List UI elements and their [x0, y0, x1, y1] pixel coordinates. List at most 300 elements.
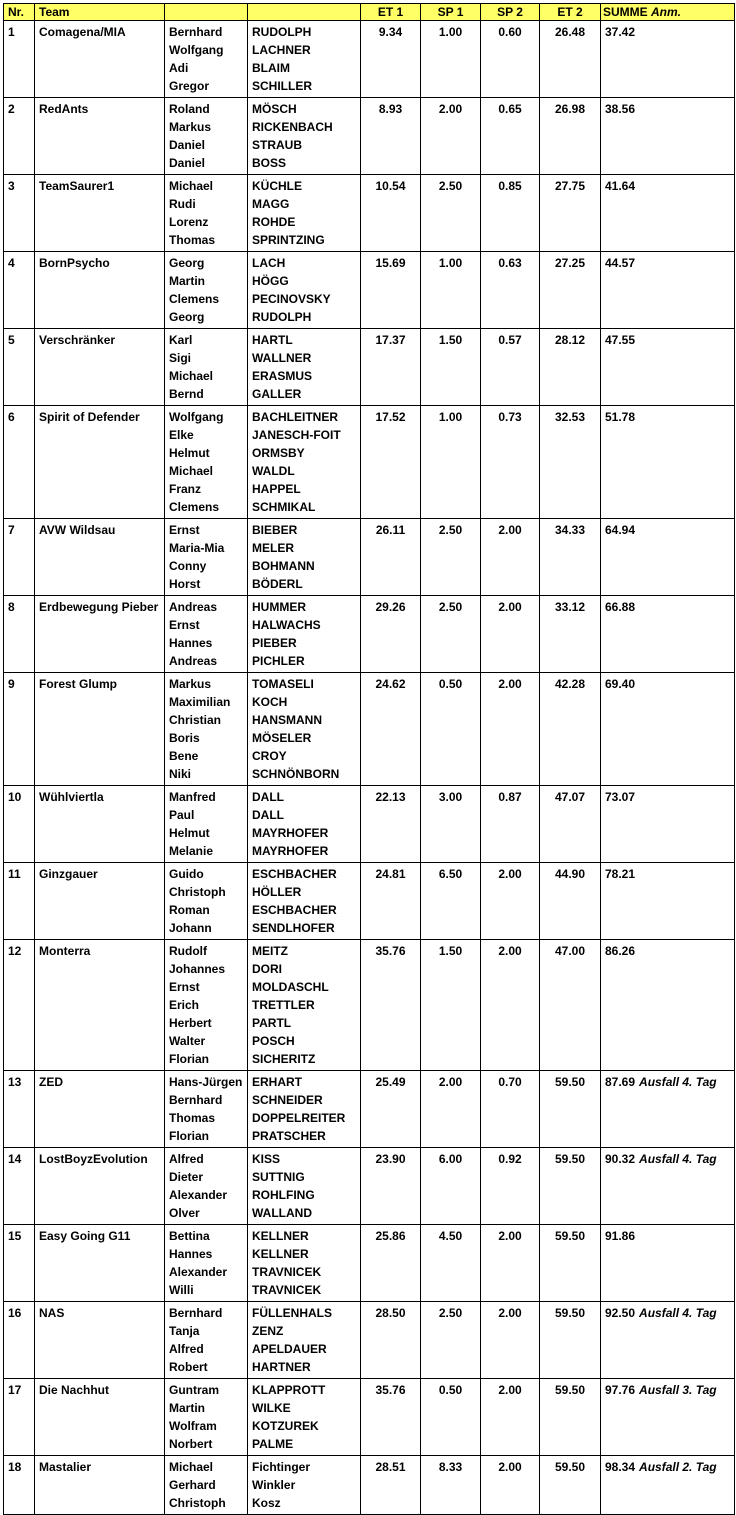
- member-last-name: ORMSBY: [252, 446, 305, 460]
- member-first-name: Daniel: [169, 156, 206, 170]
- member-last-name: Winkler: [252, 1478, 296, 1492]
- member-first-name: Johannes: [169, 962, 226, 976]
- summe-cell: [601, 1302, 735, 1379]
- member-last-name: BIEBER: [252, 523, 298, 537]
- member-first-name: Willi: [169, 1283, 194, 1297]
- et1-cell: 23.90: [361, 1148, 421, 1225]
- et2-cell: 27.75: [540, 175, 601, 252]
- sp2-cell: 2.00: [481, 1225, 540, 1302]
- member-first-name: Ernst: [169, 980, 200, 994]
- member-last-name: HÖGG: [252, 274, 289, 288]
- member-first-name: Niki: [169, 767, 192, 781]
- member-last-name: MAYRHOFER: [252, 844, 329, 858]
- rank-cell: 17: [4, 1379, 35, 1456]
- summe-value: 78.21: [605, 867, 636, 881]
- member-last-name: HALWACHS: [252, 618, 321, 632]
- table-row: [4, 98, 735, 175]
- summe-value: 51.78: [605, 410, 636, 424]
- member-first-name: Helmut: [169, 446, 210, 460]
- member-last-name: CROY: [252, 749, 287, 763]
- member-last-name: PARTL: [252, 1016, 292, 1030]
- rank-cell: 8: [4, 596, 35, 673]
- member-first-name: Elke: [169, 428, 194, 442]
- member-first-name: Roman: [169, 903, 210, 917]
- member-last-name: DALL: [252, 808, 284, 822]
- member-first-name: Alexander: [169, 1265, 228, 1279]
- first-names-cell: [165, 1148, 248, 1225]
- et1-cell: 10.54: [361, 175, 421, 252]
- last-names-cell: [248, 98, 361, 175]
- sp1-cell: 2.50: [421, 596, 481, 673]
- member-first-name: Michael: [169, 369, 214, 383]
- sp2-cell: 0.60: [481, 21, 540, 98]
- summe-cell: [601, 175, 735, 252]
- member-last-name: PICHLER: [252, 654, 305, 668]
- first-names-cell: [165, 596, 248, 673]
- member-first-name: Horst: [169, 577, 201, 591]
- sp2-cell: 2.00: [481, 863, 540, 940]
- summe-cell: [601, 863, 735, 940]
- summe-cell: [601, 329, 735, 406]
- et2-cell: 34.33: [540, 519, 601, 596]
- summe-cell: [601, 21, 735, 98]
- summe-cell: [601, 1456, 735, 1515]
- team-name-cell: LostBoyzEvolution: [35, 1148, 165, 1225]
- table-row: [4, 21, 735, 98]
- sp2-cell: 0.70: [481, 1071, 540, 1148]
- member-first-name: Thomas: [169, 233, 216, 247]
- member-first-name: Gregor: [169, 79, 210, 93]
- summe-cell: [601, 786, 735, 863]
- et1-cell: 24.81: [361, 863, 421, 940]
- member-first-name: Maximilian: [169, 695, 231, 709]
- member-last-name: RUDOLPH: [252, 310, 312, 324]
- member-last-name: SUTTNIG: [252, 1170, 305, 1184]
- header-row: [4, 4, 735, 21]
- first-names-cell: [165, 252, 248, 329]
- table-row: [4, 519, 735, 596]
- et2-cell: 47.07: [540, 786, 601, 863]
- member-last-name: BOHMANN: [252, 559, 315, 573]
- member-last-name: HARTL: [252, 333, 293, 347]
- sp1-cell: 2.00: [421, 98, 481, 175]
- table-row: [4, 1379, 735, 1456]
- first-names-cell: [165, 1071, 248, 1148]
- member-last-name: APELDAUER: [252, 1342, 327, 1356]
- team-name-cell: RedAnts: [35, 98, 165, 175]
- et1-cell: 26.11: [361, 519, 421, 596]
- first-names-cell: [165, 1456, 248, 1515]
- summe-value: 87.69: [605, 1075, 636, 1089]
- member-last-name: WALLNER: [252, 351, 312, 365]
- member-last-name: TRETTLER: [252, 998, 315, 1012]
- member-last-name: KÜCHLE: [252, 179, 302, 193]
- summe-cell: [601, 1148, 735, 1225]
- team-name-cell: Easy Going G11: [35, 1225, 165, 1302]
- member-first-name: Wolfram: [169, 1419, 217, 1433]
- member-last-name: SCHNEIDER: [252, 1093, 323, 1107]
- member-first-name: Hannes: [169, 1247, 213, 1261]
- sp1-cell: 1.50: [421, 329, 481, 406]
- member-first-name: Andreas: [169, 654, 218, 668]
- et1-cell: 17.37: [361, 329, 421, 406]
- summe-cell: [601, 406, 735, 519]
- member-last-name: KELLNER: [252, 1229, 309, 1243]
- team-name-cell: AVW Wildsau: [35, 519, 165, 596]
- header-last: [248, 4, 361, 21]
- member-last-name: SENDLHOFER: [252, 921, 335, 935]
- member-last-name: MÖSELER: [252, 731, 312, 745]
- header-sp1: SP 1: [421, 4, 481, 21]
- summe-cell: [601, 1225, 735, 1302]
- team-name-cell: Wühlviertla: [35, 786, 165, 863]
- summe-cell: [601, 519, 735, 596]
- summe-cell: [601, 98, 735, 175]
- rank-cell: 12: [4, 940, 35, 1071]
- et2-cell: 59.50: [540, 1148, 601, 1225]
- member-last-name: ESCHBACHER: [252, 867, 337, 881]
- last-names-cell: [248, 21, 361, 98]
- member-first-name: Alfred: [169, 1342, 204, 1356]
- et1-cell: 15.69: [361, 252, 421, 329]
- member-first-name: Hannes: [169, 636, 213, 650]
- sp1-cell: 2.50: [421, 1302, 481, 1379]
- team-name-cell: Mastalier: [35, 1456, 165, 1515]
- member-last-name: HARTNER: [252, 1360, 311, 1374]
- summe-value: 38.56: [605, 102, 636, 116]
- member-last-name: PRATSCHER: [252, 1129, 326, 1143]
- member-last-name: BACHLEITNER: [252, 410, 338, 424]
- et1-cell: 9.34: [361, 21, 421, 98]
- member-last-name: MEITZ: [252, 944, 288, 958]
- member-last-name: STRAUB: [252, 138, 302, 152]
- sp1-cell: 0.50: [421, 1379, 481, 1456]
- results-body: [4, 21, 735, 1515]
- header-first: [165, 4, 248, 21]
- header-summe: [601, 4, 735, 21]
- first-names-cell: [165, 175, 248, 252]
- member-last-name: WALDL: [252, 464, 295, 478]
- member-first-name: Manfred: [169, 790, 216, 804]
- member-first-name: Michael: [169, 179, 214, 193]
- member-first-name: Lorenz: [169, 215, 209, 229]
- sp2-cell: 0.57: [481, 329, 540, 406]
- summe-cell: [601, 596, 735, 673]
- summe-cell: [601, 940, 735, 1071]
- header-et1: ET 1: [361, 4, 421, 21]
- member-first-name: Christian: [169, 713, 222, 727]
- et2-cell: 27.25: [540, 252, 601, 329]
- member-last-name: KELLNER: [252, 1247, 309, 1261]
- table-row: [4, 406, 735, 519]
- member-first-name: Christoph: [169, 1496, 226, 1510]
- rank-cell: 15: [4, 1225, 35, 1302]
- summe-value: 47.55: [605, 333, 636, 347]
- team-name-cell: Spirit of Defender: [35, 406, 165, 519]
- member-first-name: Michael: [169, 1460, 214, 1474]
- sp2-cell: 2.00: [481, 519, 540, 596]
- member-last-name: MÖSCH: [252, 102, 297, 116]
- member-last-name: SICHERITZ: [252, 1052, 316, 1066]
- member-last-name: SCHNÖNBORN: [252, 767, 340, 781]
- first-names-cell: [165, 406, 248, 519]
- member-first-name: Rudi: [169, 197, 196, 211]
- member-last-name: SPRINTZING: [252, 233, 325, 247]
- member-first-name: Florian: [169, 1129, 210, 1143]
- first-names-cell: [165, 1379, 248, 1456]
- first-names-cell: [165, 1302, 248, 1379]
- last-names-cell: [248, 175, 361, 252]
- member-last-name: MAGG: [252, 197, 290, 211]
- member-last-name: PALME: [252, 1437, 294, 1451]
- member-first-name: Guntram: [169, 1383, 220, 1397]
- member-first-name: Martin: [169, 274, 205, 288]
- sp1-cell: 0.50: [421, 673, 481, 786]
- member-first-name: Martin: [169, 1401, 205, 1415]
- summe-cell: [601, 252, 735, 329]
- table-row: [4, 1225, 735, 1302]
- member-first-name: Herbert: [169, 1016, 212, 1030]
- last-names-cell: [248, 252, 361, 329]
- member-first-name: Clemens: [169, 500, 220, 514]
- member-last-name: TRAVNICEK: [252, 1265, 322, 1279]
- rank-cell: 16: [4, 1302, 35, 1379]
- rank-cell: 4: [4, 252, 35, 329]
- last-names-cell: [248, 673, 361, 786]
- sp1-cell: 1.50: [421, 940, 481, 1071]
- summe-value: 66.88: [605, 600, 636, 614]
- sp2-cell: 0.65: [481, 98, 540, 175]
- header-nr: Nr.: [4, 4, 35, 21]
- member-first-name: Dieter: [169, 1170, 204, 1184]
- member-first-name: Alfred: [169, 1152, 204, 1166]
- member-first-name: Bernhard: [169, 1306, 223, 1320]
- summe-value: 90.32: [605, 1152, 636, 1166]
- rank-cell: 6: [4, 406, 35, 519]
- last-names-cell: [248, 1071, 361, 1148]
- last-names-cell: [248, 1456, 361, 1515]
- member-first-name: Christoph: [169, 885, 226, 899]
- et1-cell: 17.52: [361, 406, 421, 519]
- header-et2: ET 2: [540, 4, 601, 21]
- member-first-name: Maria-Mia: [169, 541, 225, 555]
- first-names-cell: [165, 21, 248, 98]
- summe-value: 64.94: [605, 523, 636, 537]
- member-last-name: DOPPELREITER: [252, 1111, 346, 1125]
- member-first-name: Helmut: [169, 826, 210, 840]
- member-last-name: FÜLLENHALS: [252, 1306, 332, 1320]
- team-name-cell: Verschränker: [35, 329, 165, 406]
- member-first-name: Ernst: [169, 523, 200, 537]
- summe-value: 97.76: [605, 1383, 636, 1397]
- et2-cell: 32.53: [540, 406, 601, 519]
- header-anm: Anm.: [651, 5, 682, 19]
- team-name-cell: Die Nachhut: [35, 1379, 165, 1456]
- remark-text: Ausfall 4. Tag: [639, 1152, 717, 1166]
- member-last-name: ESCHBACHER: [252, 903, 337, 917]
- member-last-name: KLAPPROTT: [252, 1383, 326, 1397]
- member-last-name: LACH: [252, 256, 286, 270]
- et1-cell: 8.93: [361, 98, 421, 175]
- et2-cell: 59.50: [540, 1302, 601, 1379]
- table-row: [4, 329, 735, 406]
- sp1-cell: 2.50: [421, 519, 481, 596]
- member-last-name: GALLER: [252, 387, 302, 401]
- member-first-name: Franz: [169, 482, 202, 496]
- member-first-name: Guido: [169, 867, 204, 881]
- sp1-cell: 2.50: [421, 175, 481, 252]
- summe-value: 69.40: [605, 677, 636, 691]
- summe-cell: [601, 673, 735, 786]
- member-first-name: Melanie: [169, 844, 214, 858]
- member-first-name: Markus: [169, 120, 212, 134]
- member-first-name: Gerhard: [169, 1478, 216, 1492]
- last-names-cell: [248, 786, 361, 863]
- last-names-cell: [248, 406, 361, 519]
- member-last-name: HANSMANN: [252, 713, 322, 727]
- first-names-cell: [165, 863, 248, 940]
- member-last-name: DORI: [252, 962, 282, 976]
- remark-text: Ausfall 4. Tag: [639, 1075, 717, 1089]
- sp1-cell: 3.00: [421, 786, 481, 863]
- rank-cell: 14: [4, 1148, 35, 1225]
- table-row: [4, 1302, 735, 1379]
- last-names-cell: [248, 1379, 361, 1456]
- first-names-cell: [165, 940, 248, 1071]
- et1-cell: 25.86: [361, 1225, 421, 1302]
- member-first-name: Florian: [169, 1052, 210, 1066]
- et2-cell: 59.50: [540, 1456, 601, 1515]
- member-last-name: ERHART: [252, 1075, 302, 1089]
- remark-text: Ausfall 4. Tag: [639, 1306, 717, 1320]
- sp1-cell: 4.50: [421, 1225, 481, 1302]
- team-name-cell: Monterra: [35, 940, 165, 1071]
- sp1-cell: 2.00: [421, 1071, 481, 1148]
- summe-cell: [601, 1071, 735, 1148]
- team-name-cell: BornPsycho: [35, 252, 165, 329]
- sp2-cell: 0.85: [481, 175, 540, 252]
- member-last-name: MAYRHOFER: [252, 826, 329, 840]
- member-last-name: ROHDE: [252, 215, 296, 229]
- sp1-cell: 8.33: [421, 1456, 481, 1515]
- et2-cell: 59.50: [540, 1071, 601, 1148]
- member-last-name: ROHLFING: [252, 1188, 315, 1202]
- sp2-cell: 0.87: [481, 786, 540, 863]
- member-first-name: Bettina: [169, 1229, 210, 1243]
- last-names-cell: [248, 596, 361, 673]
- header-sp2: SP 2: [481, 4, 540, 21]
- member-first-name: Bernhard: [169, 1093, 223, 1107]
- sp2-cell: 2.00: [481, 940, 540, 1071]
- member-first-name: Thomas: [169, 1111, 216, 1125]
- et1-cell: 22.13: [361, 786, 421, 863]
- sp2-cell: 0.63: [481, 252, 540, 329]
- member-first-name: Tanja: [169, 1324, 200, 1338]
- sp2-cell: 2.00: [481, 596, 540, 673]
- last-names-cell: [248, 1302, 361, 1379]
- member-first-name: Wolfgang: [169, 410, 224, 424]
- et2-cell: 59.50: [540, 1225, 601, 1302]
- member-last-name: LACHNER: [252, 43, 311, 57]
- member-last-name: WILKE: [252, 1401, 291, 1415]
- member-last-name: ERASMUS: [252, 369, 313, 383]
- rank-cell: 10: [4, 786, 35, 863]
- et2-cell: 33.12: [540, 596, 601, 673]
- member-first-name: Bernhard: [169, 25, 223, 39]
- member-first-name: Wolfgang: [169, 43, 224, 57]
- table-row: [4, 1456, 735, 1515]
- summe-value: 98.34: [605, 1460, 636, 1474]
- et1-cell: 29.26: [361, 596, 421, 673]
- team-name-cell: Erdbewegung Pieber: [35, 596, 165, 673]
- first-names-cell: [165, 98, 248, 175]
- sp1-cell: 6.50: [421, 863, 481, 940]
- member-last-name: HAPPEL: [252, 482, 301, 496]
- first-names-cell: [165, 329, 248, 406]
- team-name-cell: Ginzgauer: [35, 863, 165, 940]
- sp1-cell: 6.00: [421, 1148, 481, 1225]
- member-last-name: KOCH: [252, 695, 288, 709]
- member-first-name: Georg: [169, 256, 205, 270]
- table-row: [4, 1071, 735, 1148]
- member-last-name: KISS: [252, 1152, 281, 1166]
- table-row: [4, 863, 735, 940]
- sp2-cell: 2.00: [481, 1456, 540, 1515]
- first-names-cell: [165, 1225, 248, 1302]
- first-names-cell: [165, 519, 248, 596]
- table-row: [4, 175, 735, 252]
- et2-cell: 47.00: [540, 940, 601, 1071]
- remark-text: Ausfall 3. Tag: [639, 1383, 717, 1397]
- member-first-name: Karl: [169, 333, 193, 347]
- sp2-cell: 2.00: [481, 1379, 540, 1456]
- summe-cell: [601, 1379, 735, 1456]
- team-name-cell: ZED: [35, 1071, 165, 1148]
- et2-cell: 26.98: [540, 98, 601, 175]
- last-names-cell: [248, 329, 361, 406]
- sp2-cell: 0.92: [481, 1148, 540, 1225]
- header-summe-label: SUMME: [603, 5, 648, 19]
- table-row: [4, 940, 735, 1071]
- member-first-name: Adi: [169, 61, 189, 75]
- header-team: Team: [35, 4, 165, 21]
- member-last-name: SCHILLER: [252, 79, 312, 93]
- rank-cell: 18: [4, 1456, 35, 1515]
- et1-cell: 28.50: [361, 1302, 421, 1379]
- member-first-name: Markus: [169, 677, 212, 691]
- team-name-cell: NAS: [35, 1302, 165, 1379]
- sp2-cell: 0.73: [481, 406, 540, 519]
- member-first-name: Boris: [169, 731, 200, 745]
- summe-value: 44.57: [605, 256, 636, 270]
- sp1-cell: 1.00: [421, 252, 481, 329]
- member-last-name: ZENZ: [252, 1324, 284, 1338]
- member-first-name: Johann: [169, 921, 212, 935]
- member-last-name: RICKENBACH: [252, 120, 333, 134]
- summe-value: 91.86: [605, 1229, 636, 1243]
- rank-cell: 5: [4, 329, 35, 406]
- member-first-name: Norbert: [169, 1437, 213, 1451]
- summe-value: 86.26: [605, 944, 636, 958]
- summe-value: 73.07: [605, 790, 636, 804]
- member-first-name: Michael: [169, 464, 214, 478]
- member-last-name: BOSS: [252, 156, 287, 170]
- last-names-cell: [248, 863, 361, 940]
- member-first-name: Sigi: [169, 351, 192, 365]
- summe-value: 37.42: [605, 25, 636, 39]
- summe-value: 92.50: [605, 1306, 636, 1320]
- et1-cell: 35.76: [361, 1379, 421, 1456]
